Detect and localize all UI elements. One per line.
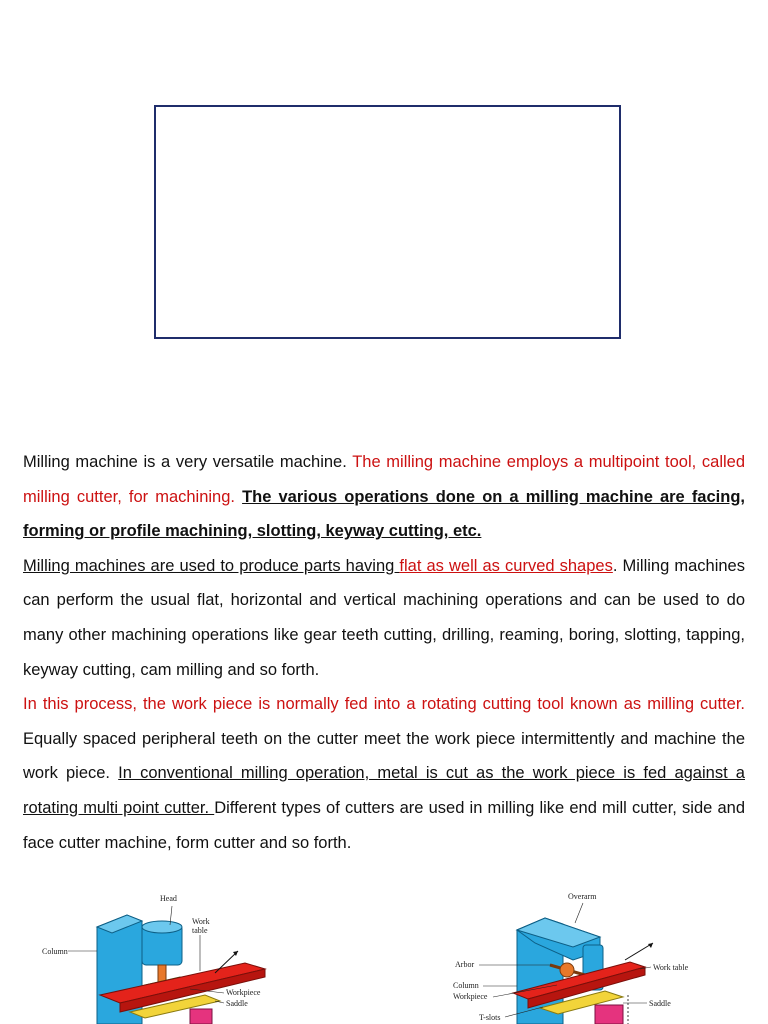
label-overarm: Overarm — [568, 892, 597, 901]
label-head: Head — [160, 894, 177, 903]
label-arbor: Arbor — [455, 960, 475, 969]
label-column: Column — [42, 947, 68, 956]
process-cutters: Different types of cutters are used in milling like end mill cutter, side and face cutter machine, form cutter and so forth. — [23, 798, 745, 852]
uses-rest: . Milling machines can perform the usual flat, horizontal and vertical machining operations and can be used to do many other machining operations like gear teeth cutting, drilling, reaming, boring, slotting, tapping, keyway cutting, cam milling and so forth. — [23, 556, 745, 679]
horizontal-milling-machine-figure — [445, 885, 735, 1024]
label-work-table: Work table — [653, 963, 689, 972]
vertical-milling-machine-drawing — [30, 885, 290, 1024]
body-text — [23, 445, 745, 860]
uses-shapes-red: flat as well as curved shapes — [399, 556, 613, 575]
paragraph-intro — [23, 445, 745, 549]
paragraph-process — [23, 687, 745, 860]
milling-cutter — [560, 963, 574, 977]
process-teeth: Equally spaced peripheral teeth on the cutter meet the work piece intermittently and machine the work piece. — [23, 729, 745, 783]
label-saddle: Saddle — [226, 999, 248, 1008]
label-t-slots: T-slots — [479, 1013, 501, 1022]
process-underlined: In conventional milling operation, metal is cut as the work piece is fed against a rotating multi point cutter. — [23, 764, 745, 817]
paragraph-uses — [23, 549, 745, 687]
label-saddle: Saddle — [649, 999, 671, 1008]
intro-sentence: Milling machine is a very versatile machine. — [23, 453, 353, 471]
intro-highlight-red: The milling machine employs a multipoint tool, called milling cutter, for machining. — [23, 453, 746, 506]
vertical-milling-machine-figure — [30, 885, 290, 1024]
process-red: In this process, the work piece is normally fed into a rotating cutting tool known as milling cutter. — [23, 695, 745, 714]
label-table: table — [192, 926, 208, 935]
intro-operations-bold: The various operations done on a milling machine are facing, forming or profile machining, slotting, keyway cutting, etc. — [23, 487, 745, 541]
title-placeholder-frame — [154, 105, 621, 339]
uses-underlined: Milling machines are used to produce parts having — [23, 556, 400, 575]
label-work: Work — [192, 917, 210, 926]
head-cap — [142, 921, 182, 933]
label-column: Column — [453, 981, 479, 990]
overarm-leader — [575, 903, 583, 923]
label-workpiece: Workpiece — [226, 988, 261, 997]
knee-block — [595, 1005, 623, 1024]
horizontal-milling-machine-drawing — [445, 885, 735, 1024]
label-workpiece: Workpiece — [453, 992, 488, 1001]
knee-block — [190, 1009, 212, 1024]
feed-arrow — [625, 943, 653, 960]
